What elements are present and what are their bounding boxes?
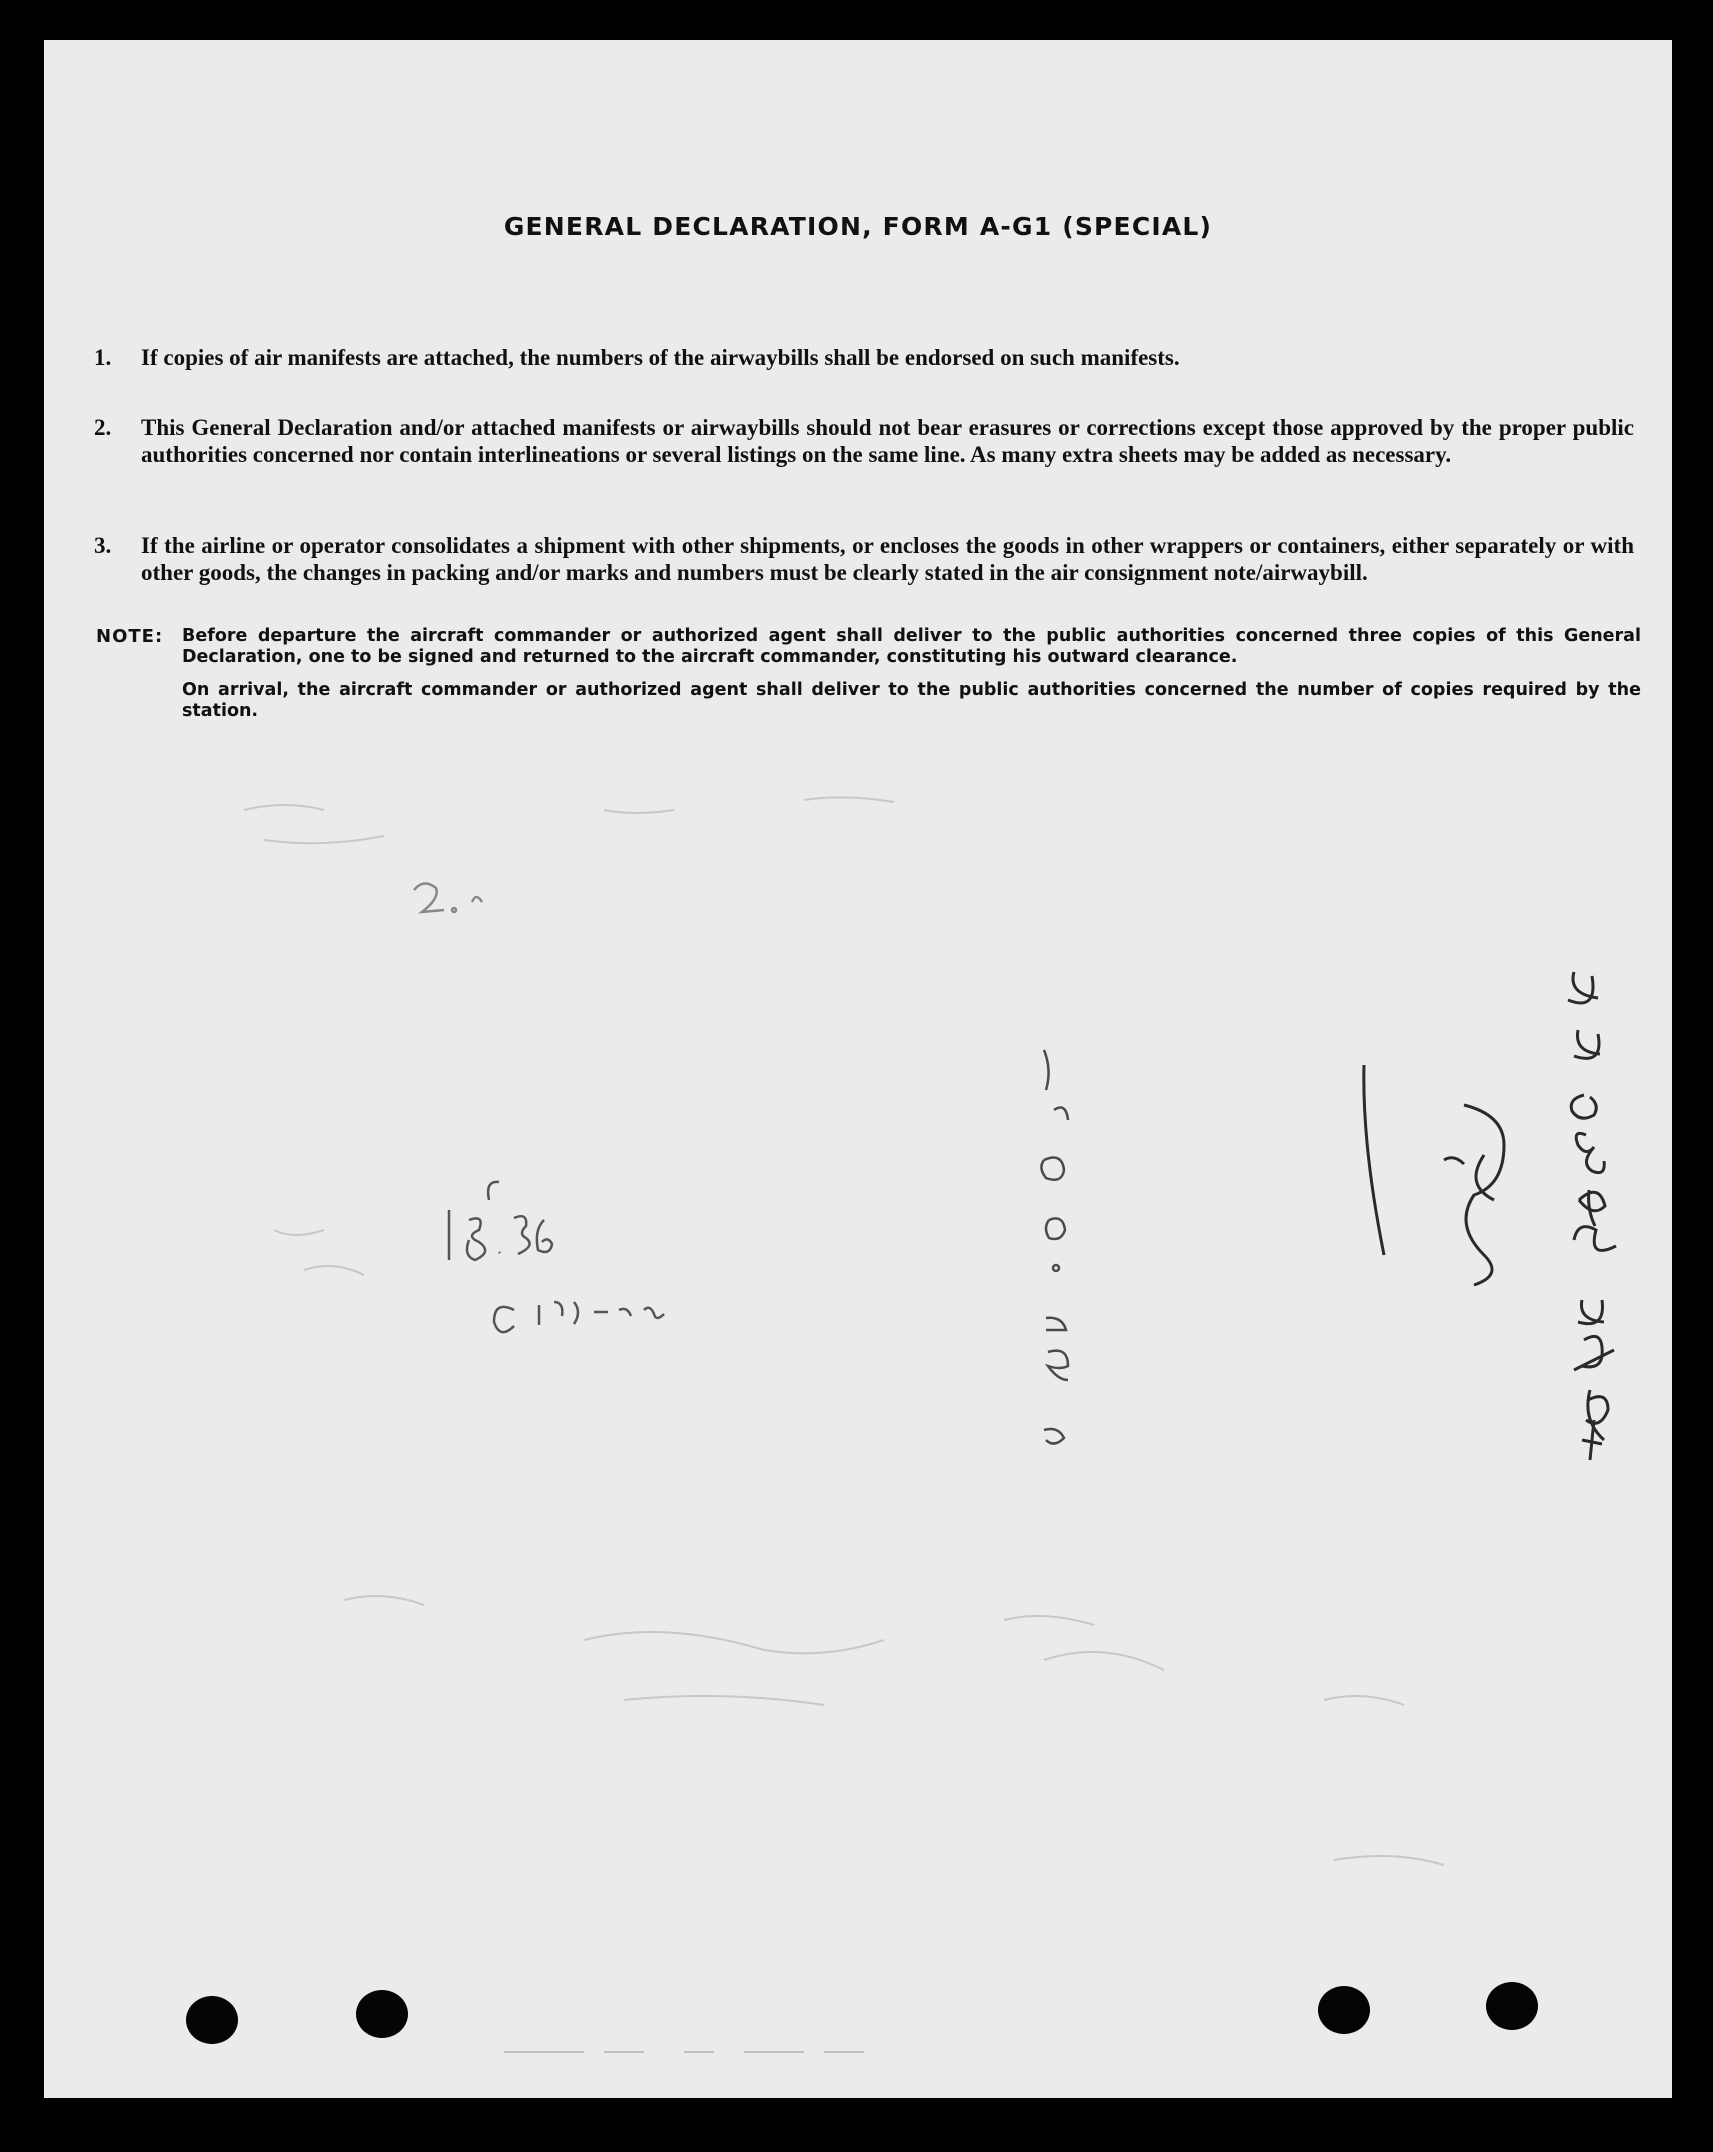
- handwritten-figure-18-36: [449, 1182, 664, 1332]
- item-number: 2.: [94, 415, 112, 440]
- item-text: This General Declaration and/or attached manifests or airwaybills should not bear erasures or corrections except those approved by the proper public authorities concerned nor contain interlineations or several listings on the same line. As many extra sheets may be added as necessary.: [141, 415, 1634, 467]
- item-number: 1.: [94, 345, 112, 370]
- note-section: [96, 626, 1641, 722]
- handwritten-vertical-number: [1568, 972, 1616, 1460]
- instruction-item-1: [94, 344, 1634, 371]
- item-text: If copies of air manifests are attached, the numbers of the airwaybills shall be endorsed on such manifests.: [141, 345, 1180, 370]
- instruction-item-2: [94, 414, 1634, 468]
- faint-bleed-through-marks: [244, 797, 1444, 1865]
- punch-hole: [1486, 1982, 1538, 2030]
- document-page: [44, 40, 1672, 2098]
- note-label: NOTE:: [96, 626, 164, 647]
- punch-hole: [356, 1990, 408, 2038]
- faint-handwriting-mark: [414, 883, 482, 912]
- vertical-handwriting-middle: [1041, 1050, 1068, 1444]
- punch-hole: [1318, 1986, 1370, 2034]
- instruction-item-3: [94, 532, 1634, 586]
- form-title: GENERAL DECLARATION, FORM A-G1 (SPECIAL): [503, 212, 1213, 241]
- handwritten-signature: [1364, 1065, 1504, 1285]
- note-paragraph-arrival: On arrival, the aircraft commander or authorized agent shall deliver to the public authorities concerned the number of copies required by the station.: [182, 680, 1641, 721]
- item-number: 3.: [94, 533, 112, 558]
- item-text: If the airline or operator consolidates a shipment with other shipments, or encloses the goods in other wrappers or containers, either separately or with other goods, the changes in packing and/or marks and numbers must be clearly stated in the air consignment note/airwaybill.: [141, 533, 1634, 585]
- punch-hole: [186, 1996, 238, 2044]
- note-paragraph-departure: Before departure the aircraft commander or authorized agent shall deliver to the public authorities concerned three copies of this General Declaration, one to be signed and returned to the aircraft commander, constituting his outward clearance.: [182, 626, 1641, 667]
